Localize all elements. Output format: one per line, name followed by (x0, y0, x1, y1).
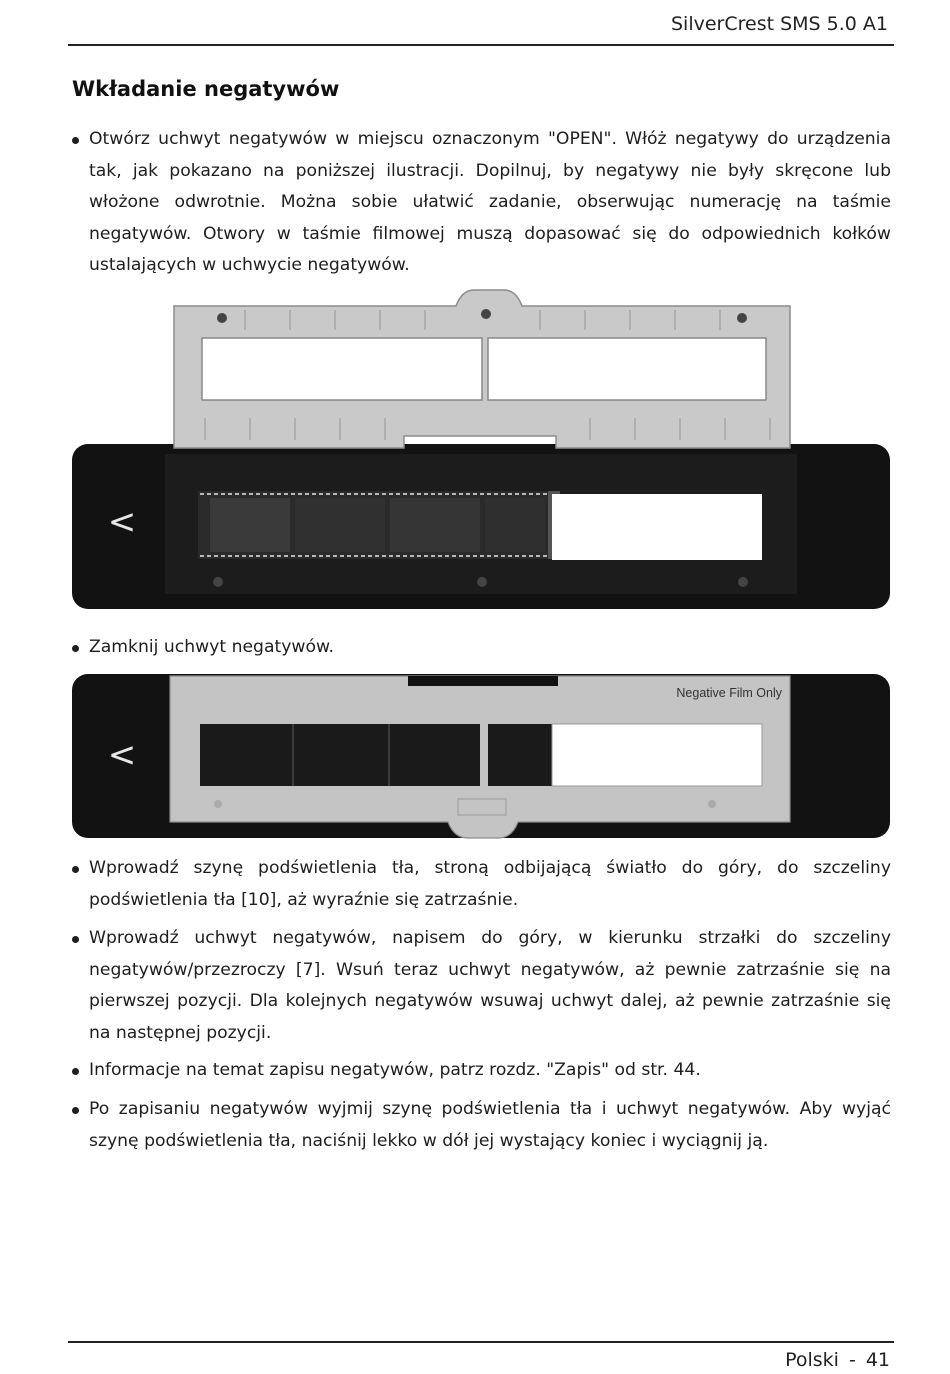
film-window-left (200, 724, 480, 786)
bullet-text: Otwórz uchwyt negatywów w miejscu oznaczonym "OPEN". Włóż negatywy do urządzenia tak, jak pokazano na poniższej ilustracji. Dopilnuj, by negatywy nie były skręcone lub włożone odwrotnie. Można sobie ułatwić zadanie, obserwując numerację na taśmie negatywów. Otwory w taśmie filmowej muszą dopasować się do odpowiednich kołków ustalających w uchwycie negatywów. (89, 129, 891, 275)
pin (477, 577, 487, 587)
frame-screw (481, 309, 491, 319)
frame-window-left (202, 338, 482, 400)
bullet-open-holder (72, 124, 891, 282)
footer-language: Polski (785, 1349, 839, 1371)
section-title: Wkładanie negatywów (72, 77, 340, 101)
bullet-text: Po zapisaniu negatywów wyjmij szynę podświetlenia tła i uchwyt negatywów. Aby wyjąć szynę podświetlenia tła, naciśnij lekko w dół jej wystający koniec i wyciągnij ją. (89, 1099, 891, 1151)
footer-separator: - (848, 1349, 856, 1371)
bullet-dot-icon (72, 936, 79, 943)
bullet-remove-holder (72, 1094, 891, 1157)
open-holder-illustration (70, 288, 890, 612)
frame-screw (737, 313, 747, 323)
bullet-insert-backlight-rail (72, 853, 891, 916)
page-footer (785, 1349, 890, 1371)
header-rule (68, 44, 894, 46)
bullet-text: Wprowadź uchwyt negatywów, napisem do góry, w kierunku strzałki do szczeliny negatywów/przezroczy [7]. Wsuń teraz uchwyt negatywów, aż pewnie zatrzaśnie się na pierwszej pozycji. Dla kolejnych negatywów wsuwaj uchwyt dalej, aż pewnie zatrzaśnie się na następnej pozycji. (89, 928, 891, 1043)
film-frame-divider (388, 724, 390, 786)
bullet-text: Zamknij uchwyt negatywów. (89, 637, 334, 657)
negative-film-only-label: Negative Film Only (676, 686, 782, 700)
frame-window-right (488, 338, 766, 400)
bullet-dot-icon (72, 866, 79, 873)
frame-screw (217, 313, 227, 323)
film-frame (485, 498, 545, 552)
film-frame (390, 498, 480, 552)
bullet-text: Informacje na temat zapisu negatywów, patrz rozdz. "Zapis" od str. 44. (89, 1060, 701, 1080)
insert-direction-arrow-icon: < (107, 735, 137, 775)
closed-holder-illustration (70, 672, 890, 842)
pin (213, 577, 223, 587)
film-frame (295, 498, 385, 552)
bullet-dot-icon (72, 1107, 79, 1114)
figure-closed-negative-holder (70, 672, 890, 842)
insert-direction-arrow-icon: < (107, 502, 137, 542)
figure-open-negative-holder (70, 288, 890, 612)
bullet-saving-info (72, 1055, 891, 1087)
bullet-dot-icon (72, 645, 79, 652)
frame-screw (708, 800, 716, 808)
page-number: 41 (865, 1349, 890, 1371)
frame-notch (408, 676, 558, 686)
bullet-close-holder (72, 632, 891, 664)
light-window (552, 724, 762, 786)
bullet-insert-negative-holder (72, 923, 891, 1049)
running-header: SilverCrest SMS 5.0 A1 (671, 13, 888, 35)
light-window (552, 494, 762, 560)
footer-rule (68, 1341, 894, 1343)
bullet-dot-icon (72, 1068, 79, 1075)
pin (738, 577, 748, 587)
bullet-dot-icon (72, 137, 79, 144)
bullet-text: Wprowadź szynę podświetlenia tła, stroną odbijającą światło do góry, do szczeliny podświetlenia tła [10], aż wyraźnie się zatrzaśnie. (89, 858, 891, 910)
film-frame-divider (292, 724, 294, 786)
film-frame (210, 498, 290, 552)
film-window-mid (488, 724, 552, 786)
frame-screw (214, 800, 222, 808)
